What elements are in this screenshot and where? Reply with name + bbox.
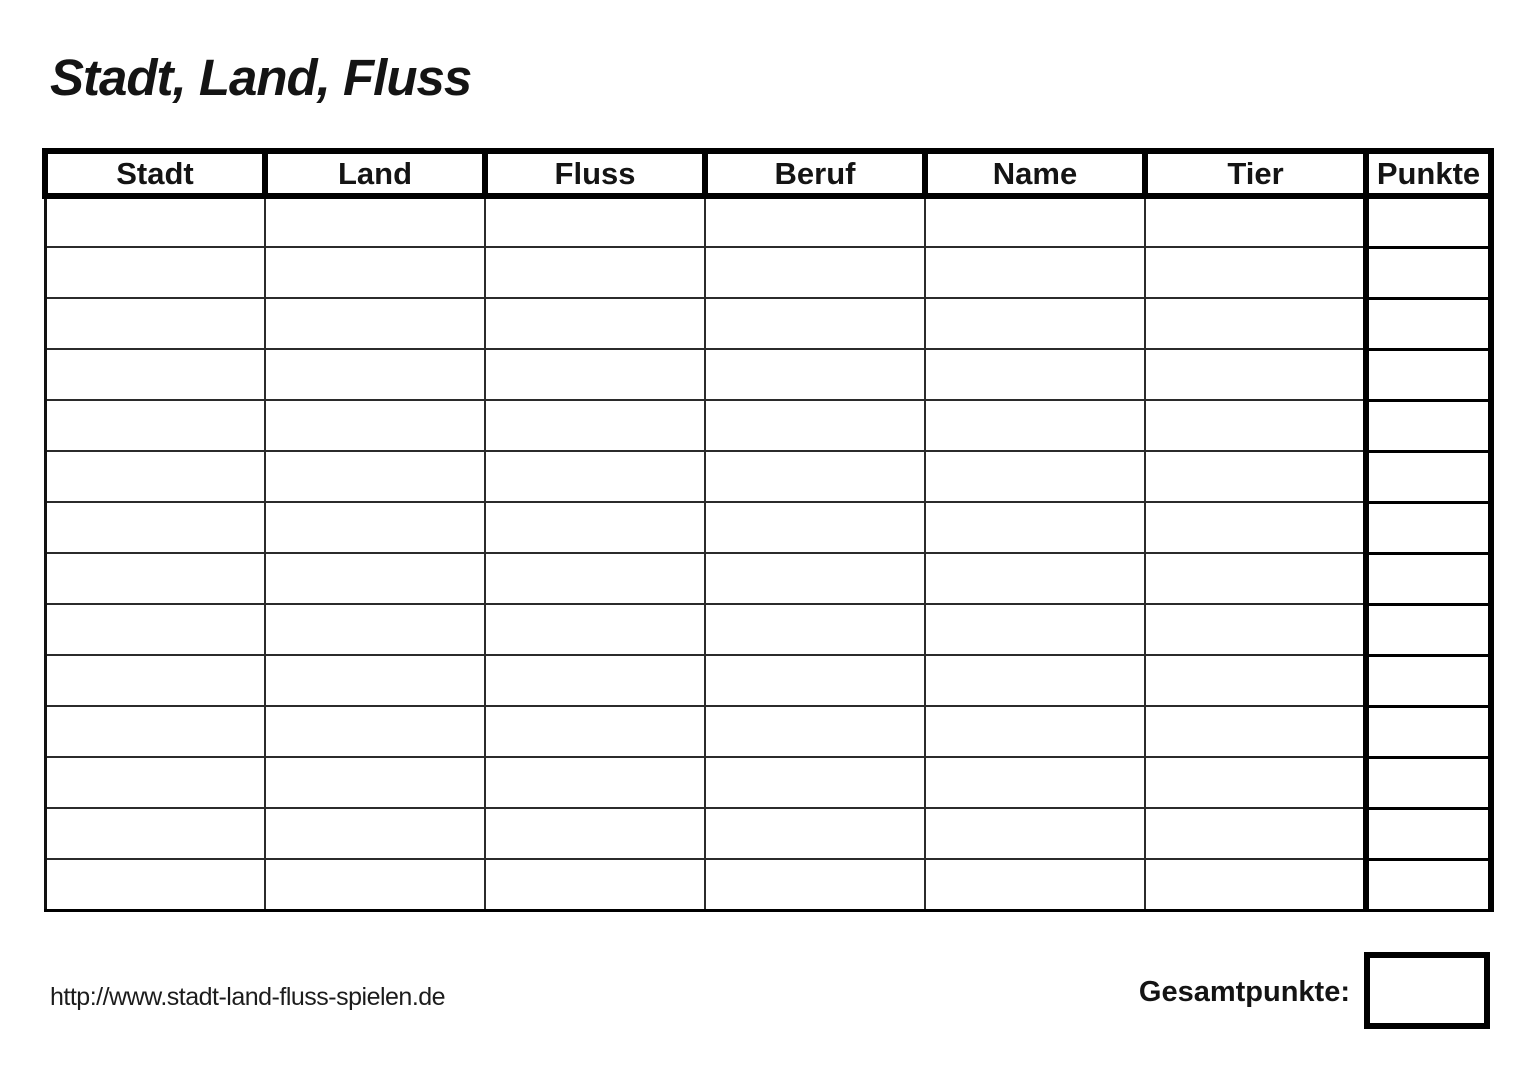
score-table [42,148,1494,912]
cell-beruf[interactable] [705,451,925,502]
cell-stadt[interactable] [45,859,265,910]
cell-beruf[interactable] [705,553,925,604]
cell-land[interactable] [265,553,485,604]
cell-name[interactable] [925,604,1145,655]
cell-fluss[interactable] [485,808,705,859]
cell-beruf[interactable] [705,196,925,247]
cell-beruf[interactable] [705,502,925,553]
cell-stadt[interactable] [45,553,265,604]
cell-punkte[interactable] [1366,298,1491,349]
table-row [45,553,1491,604]
cell-name[interactable] [925,349,1145,400]
table-row [45,604,1491,655]
cell-name[interactable] [925,502,1145,553]
table-row [45,400,1491,451]
score-table-header [45,151,1491,196]
cell-beruf[interactable] [705,604,925,655]
column-header-tier: Tier [1145,151,1366,196]
cell-beruf[interactable] [705,298,925,349]
cell-punkte[interactable] [1366,502,1491,553]
cell-stadt[interactable] [45,196,265,247]
cell-punkte[interactable] [1366,553,1491,604]
cell-name[interactable] [925,196,1145,247]
cell-fluss[interactable] [485,757,705,808]
cell-land[interactable] [265,349,485,400]
cell-tier[interactable] [1145,451,1366,502]
cell-beruf[interactable] [705,757,925,808]
column-header-name: Name [925,151,1145,196]
table-row [45,859,1491,910]
cell-fluss[interactable] [485,502,705,553]
cell-tier[interactable] [1145,400,1366,451]
cell-land[interactable] [265,808,485,859]
total-points-field[interactable] [1364,952,1490,1029]
cell-land[interactable] [265,859,485,910]
cell-punkte[interactable] [1366,349,1491,400]
column-header-beruf: Beruf [705,151,925,196]
cell-tier[interactable] [1145,247,1366,298]
cell-land[interactable] [265,451,485,502]
cell-land[interactable] [265,298,485,349]
cell-tier[interactable] [1145,349,1366,400]
page-title: Stadt, Land, Fluss [50,49,472,106]
cell-name[interactable] [925,655,1145,706]
cell-tier[interactable] [1145,706,1366,757]
cell-fluss[interactable] [485,451,705,502]
cell-beruf[interactable] [705,655,925,706]
header-row [45,151,1491,196]
cell-name[interactable] [925,706,1145,757]
column-header-punkte: Punkte [1366,151,1491,196]
table-row [45,349,1491,400]
cell-fluss[interactable] [485,247,705,298]
table-row [45,757,1491,808]
cell-tier[interactable] [1145,808,1366,859]
cell-fluss[interactable] [485,706,705,757]
cell-name[interactable] [925,553,1145,604]
cell-land[interactable] [265,196,485,247]
cell-name[interactable] [925,247,1145,298]
cell-land[interactable] [265,247,485,298]
cell-beruf[interactable] [705,400,925,451]
cell-beruf[interactable] [705,247,925,298]
cell-name[interactable] [925,400,1145,451]
cell-stadt[interactable] [45,757,265,808]
cell-fluss[interactable] [485,349,705,400]
table-row [45,247,1491,298]
cell-fluss[interactable] [485,604,705,655]
cell-punkte[interactable] [1366,655,1491,706]
cell-beruf[interactable] [705,706,925,757]
cell-tier[interactable] [1145,859,1366,910]
table-row [45,706,1491,757]
cell-punkte[interactable] [1366,808,1491,859]
cell-stadt[interactable] [45,604,265,655]
cell-punkte[interactable] [1366,859,1491,910]
table-row [45,502,1491,553]
cell-tier[interactable] [1145,553,1366,604]
cell-fluss[interactable] [485,400,705,451]
cell-punkte[interactable] [1366,706,1491,757]
cell-land[interactable] [265,400,485,451]
column-header-stadt: Stadt [45,151,265,196]
cell-name[interactable] [925,757,1145,808]
table-row [45,655,1491,706]
cell-stadt[interactable] [45,400,265,451]
total-points-label: Gesamtpunkte: [1138,976,1350,1008]
cell-fluss[interactable] [485,553,705,604]
column-header-land: Land [265,151,485,196]
cell-stadt[interactable] [45,451,265,502]
cell-stadt[interactable] [45,706,265,757]
cell-stadt[interactable] [45,502,265,553]
cell-fluss[interactable] [485,655,705,706]
cell-land[interactable] [265,706,485,757]
cell-beruf[interactable] [705,808,925,859]
cell-stadt[interactable] [45,298,265,349]
cell-punkte[interactable] [1366,196,1491,247]
cell-beruf[interactable] [705,859,925,910]
cell-stadt[interactable] [45,808,265,859]
table-row [45,196,1491,247]
column-header-fluss: Fluss [485,151,705,196]
cell-tier[interactable] [1145,298,1366,349]
cell-punkte[interactable] [1366,757,1491,808]
table-row [45,808,1491,859]
cell-tier[interactable] [1145,757,1366,808]
cell-tier[interactable] [1145,502,1366,553]
cell-tier[interactable] [1145,196,1366,247]
cell-stadt[interactable] [45,247,265,298]
cell-punkte[interactable] [1366,400,1491,451]
cell-punkte[interactable] [1366,451,1491,502]
score-table-body [45,196,1491,910]
footer-url: http://www.stadt-land-fluss-spielen.de [50,983,446,1011]
table-row [45,451,1491,502]
cell-stadt[interactable] [45,655,265,706]
cell-land[interactable] [265,604,485,655]
cell-name[interactable] [925,859,1145,910]
cell-fluss[interactable] [485,859,705,910]
cell-name[interactable] [925,298,1145,349]
cell-fluss[interactable] [485,298,705,349]
cell-fluss[interactable] [485,196,705,247]
cell-name[interactable] [925,808,1145,859]
cell-beruf[interactable] [705,349,925,400]
cell-name[interactable] [925,451,1145,502]
cell-land[interactable] [265,655,485,706]
cell-land[interactable] [265,502,485,553]
table-row [45,298,1491,349]
cell-punkte[interactable] [1366,247,1491,298]
cell-tier[interactable] [1145,655,1366,706]
cell-stadt[interactable] [45,349,265,400]
cell-land[interactable] [265,757,485,808]
cell-punkte[interactable] [1366,604,1491,655]
cell-tier[interactable] [1145,604,1366,655]
